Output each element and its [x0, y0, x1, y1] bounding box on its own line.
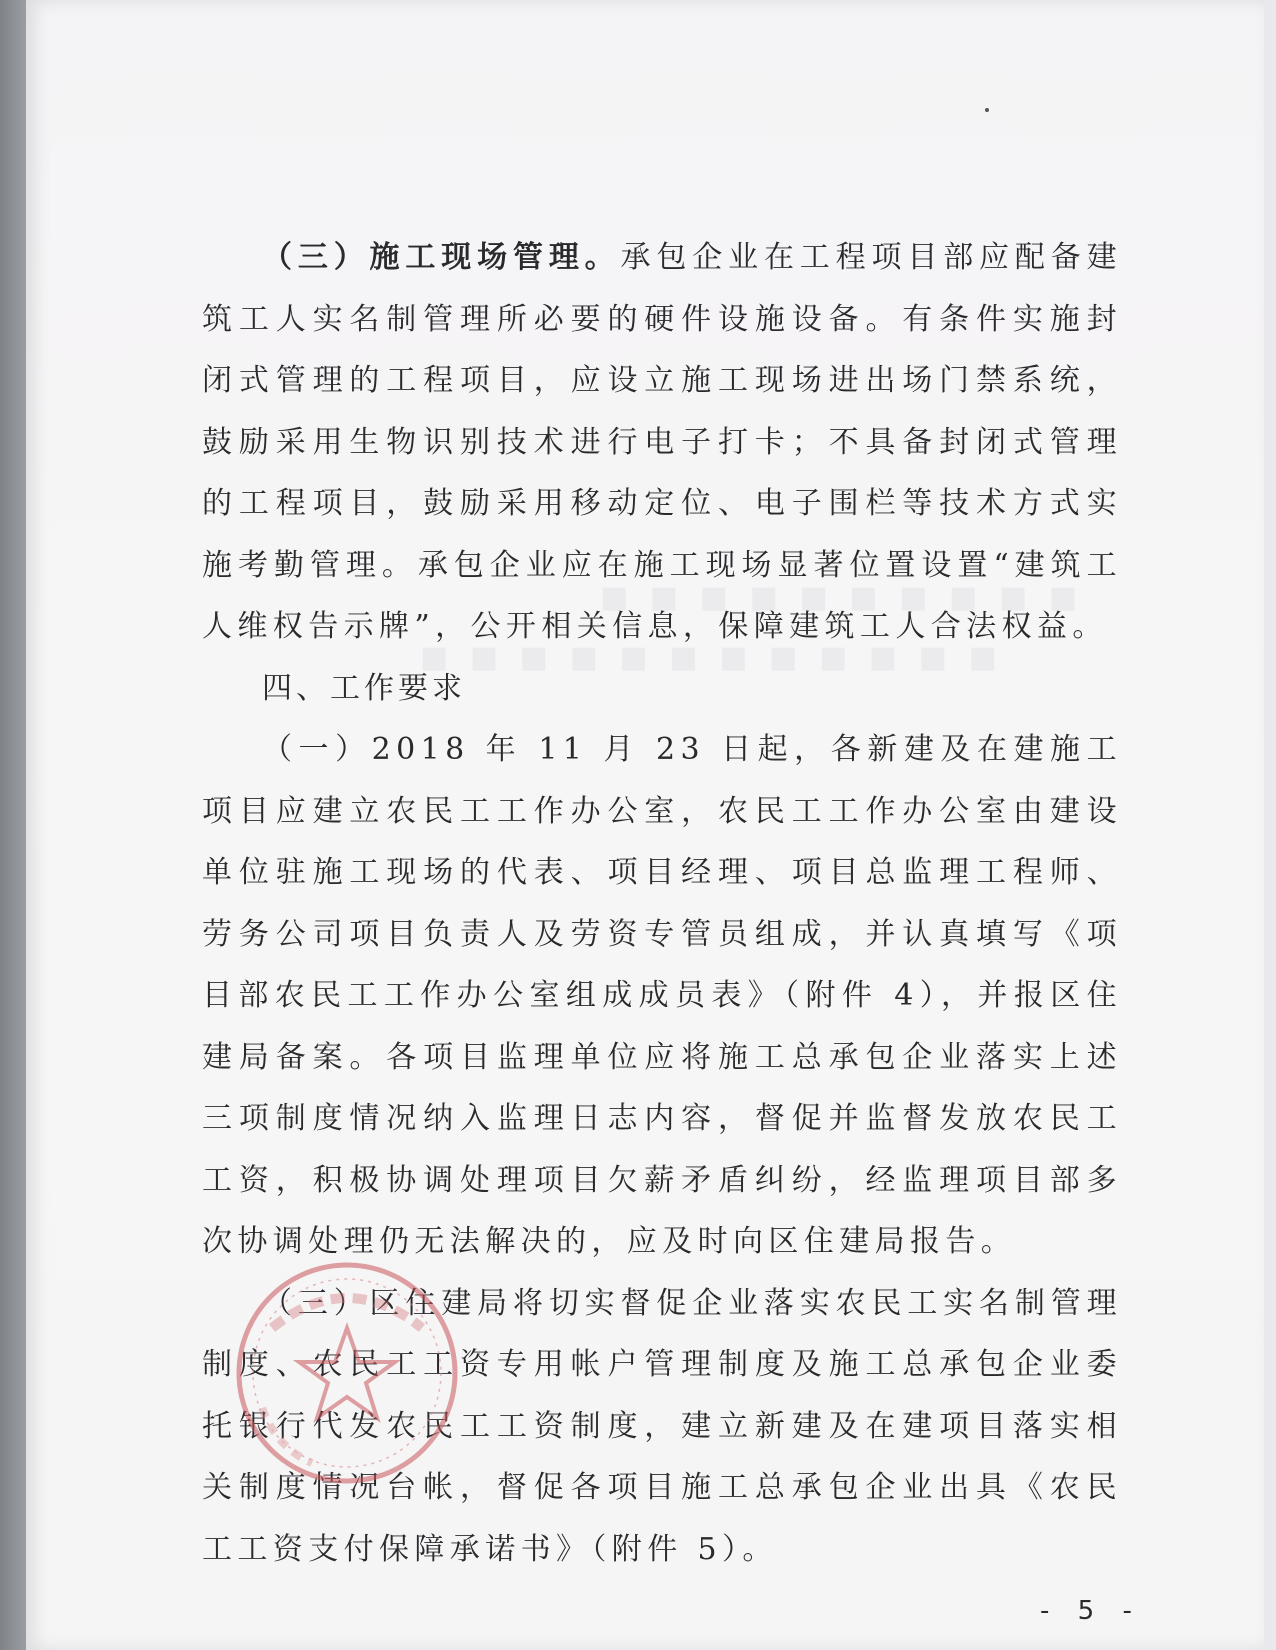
- page-number: - 5 -: [1040, 1596, 1142, 1626]
- paragraph-site-management: [202, 227, 1122, 658]
- scan-speck: [985, 108, 989, 112]
- paragraph-lead: （三）施工现场管理。: [262, 240, 621, 275]
- scanner-edge: [0, 0, 26, 1650]
- page-right-edge: [1264, 0, 1276, 1650]
- show-through: ■ ■ ■ ■ ■ ■ ■ ■ ■ ■: [600, 580, 1084, 615]
- show-through: ■ ■ ■ ■ ■ ■ ■ ■ ■ ■ ■ ■: [420, 640, 1004, 675]
- section-heading: 四、工作要求: [262, 670, 466, 706]
- official-seal: [232, 1258, 462, 1488]
- paragraph-requirement-3: （三）区住建局将切实督促企业落实农民工实名制管理制度、农民工工资专用帐户管理制度及施工总承包企业委托银行代发农民工工资制度，建立新建及在建项目落实相关制度情况台帐，督促各项目施工总承包企业出具《农民工工资支付保障承诺书》（附件 5）。: [202, 1285, 1122, 1567]
- paragraph-text: 承包企业在工程项目部应配备建筑工人实名制管理所必要的硬件设施设备。有条件实施封闭式管理的工程项目，应设立施工现场进出场门禁系统，鼓励采用生物识别技术进行电子打卡；不具备封闭式管理的工程项目，鼓励采用移动定位、电子围栏等技术方式实施考勤管理。承包企业应在施工现场显著位置设置“建筑工人维权告示牌”，公开相关信息，保障建筑工人合法权益。: [202, 240, 1123, 644]
- paragraph-requirement-1: （一）2018 年 11 月 23 日起，各新建及在建施工项目应建立农民工工作办公室，农民工工作办公室由建设单位驻施工现场的代表、项目经理、项目总监理工程师、劳务公司项目负责人及劳资专管员组成，并认真填写《项目部农民工工作办公室组成成员表》（附件 4），并报区住建局备案。各项目监理单位应将施工总承包企业落实上述三项制度情况纳入监理日志内容，督促并监督发放农民工工资，积极协调处理项目欠薪矛盾纠纷，经监理项目部多次协调处理仍无法解决的，应及时向区住建局报告。: [202, 732, 1122, 1259]
